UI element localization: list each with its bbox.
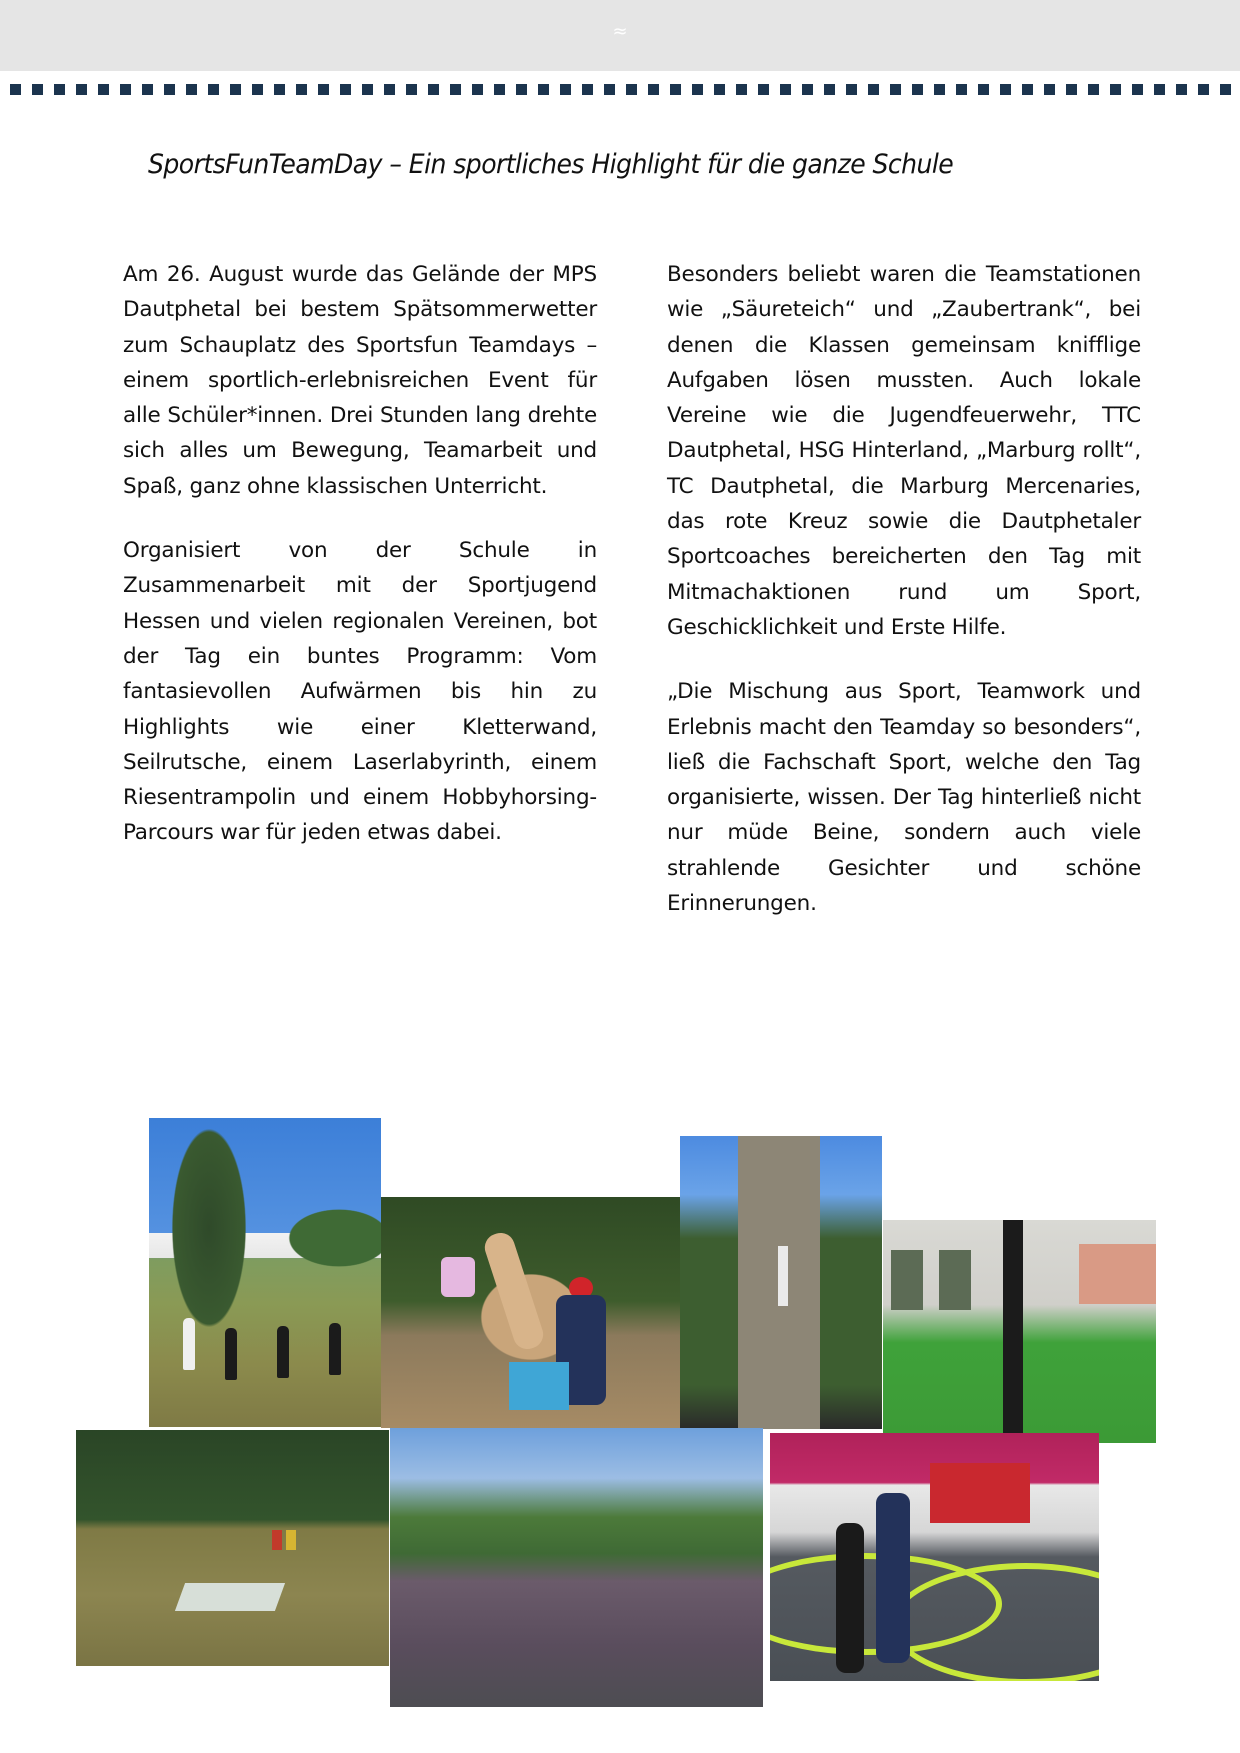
top-bar bbox=[0, 0, 1240, 71]
paragraph: Besonders beliebt waren die Teamstationen wie „Säureteich“ und „Zaubertrank“, bei denen die Klassen gemeinsam knifflige Aufgaben lösen mussten. Auch lokale Vereine wie die Jugendfeuerwehr, TTC Dautphetal, HSG Hinterland, „Marburg rollt“, TC Dautphetal, die Marburg Mercenaries, das rote Kreuz sowie die Dautphetaler Sportcoaches bereicherten den Tag mit Mitmachaktionen rund um Sport, Geschicklichkeit und Erste Hilfe. bbox=[667, 262, 1141, 640]
window bbox=[939, 1250, 971, 1310]
photo-climbing-wall bbox=[680, 1136, 882, 1429]
person-figure bbox=[225, 1328, 237, 1380]
paragraph: Organisiert von der Schule in Zusammenarbeit mit der Sportjugend Hessen und vielen regionalen Vereinen, bot der Tag ein buntes Programm: Vom fantasievollen Aufwärmen bis hin zu Highlights wie einer Kletterwand, Seilrutsche, einem Laserlabyrinth, einem Riesentrampolin und einem Hobbyhorsing-Parcours war für jeden etwas dabei. bbox=[123, 538, 597, 846]
photo-batting-station bbox=[883, 1220, 1156, 1443]
photo-student-crowd bbox=[390, 1428, 763, 1707]
paragraph: „Die Mischung aus Sport, Teamwork und Erlebnis macht den Teamday so besonders“, ließ die Fachschaft Sport, welche den Tag organisierte, wissen. Der Tag hinterließ nicht nur müde Beine, sondern auch viele strahlende Gesichter und schöne Erinnerungen. bbox=[667, 679, 1141, 917]
person-figure bbox=[183, 1318, 195, 1370]
house bbox=[1079, 1244, 1156, 1304]
blue-stool bbox=[509, 1362, 569, 1410]
article-column-left bbox=[123, 257, 597, 880]
girl-shirt bbox=[441, 1257, 475, 1297]
photo-hobbyhorse bbox=[381, 1197, 681, 1428]
mat bbox=[175, 1583, 285, 1611]
wave-icon: ≈ bbox=[612, 21, 628, 42]
climber bbox=[778, 1246, 788, 1306]
paragraph: Am 26. August wurde das Gelände der MPS Dautphetal bei bestem Spätsommerwetter zum Schauplatz des Sportsfun Teamdays – einem sportlich-erlebnisreichen Event für alle Schüler*innen. Drei Stunden lang drehte sich alles um Bewegung, Teamarbeit und Spaß, ganz ohne klassischen Unterricht. bbox=[123, 262, 597, 499]
cone bbox=[286, 1530, 296, 1550]
person-figure bbox=[329, 1323, 341, 1375]
person-figure bbox=[277, 1326, 289, 1378]
red-container bbox=[930, 1463, 1030, 1523]
photo-obstacle-course bbox=[76, 1430, 389, 1666]
firefighter bbox=[876, 1493, 910, 1663]
cone bbox=[272, 1530, 282, 1550]
dashed-border bbox=[10, 84, 1240, 95]
article-column-right bbox=[667, 257, 1141, 950]
horse-neck bbox=[481, 1229, 547, 1352]
photo-fire-hose-station bbox=[770, 1433, 1099, 1681]
window bbox=[891, 1250, 923, 1310]
article-title: SportsFunTeamDay – Ein sportliches Highlight für die ganze Schule bbox=[148, 149, 954, 180]
photo-warmup-lawn bbox=[149, 1118, 381, 1427]
boy bbox=[836, 1523, 864, 1673]
